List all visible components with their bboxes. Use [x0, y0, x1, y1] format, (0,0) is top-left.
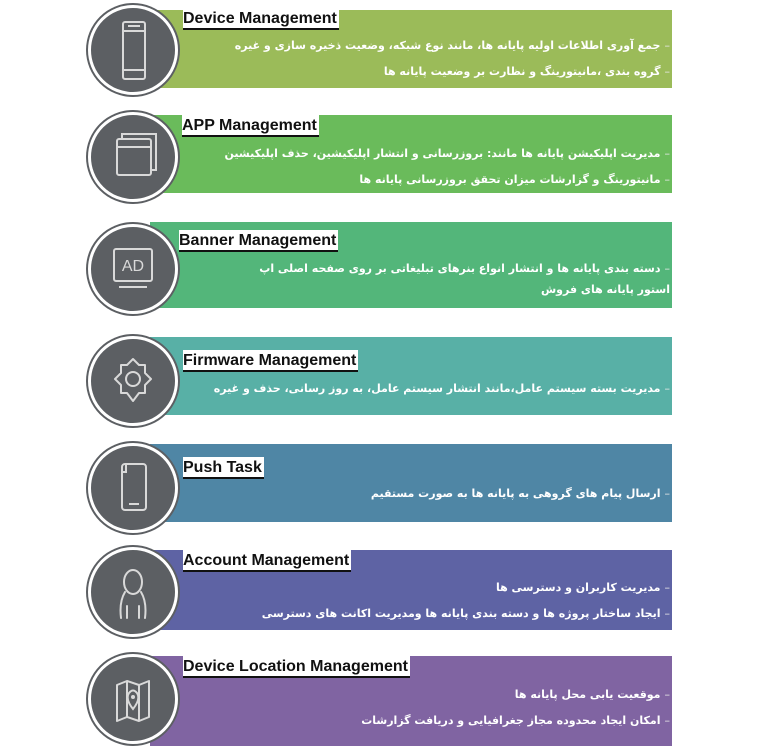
feature-row-device-location-management [0, 650, 762, 746]
feature-title-wrap [183, 550, 351, 572]
feature-title: Device Management [183, 10, 337, 27]
feature-title-wrap [179, 230, 338, 252]
bullet-item: – مدیریت بسته سیستم عامل،مانند انتشار سیستم عامل، به روز رسانی، حذف و غیره [214, 376, 670, 402]
bullet-item: – ارسال پیام های گروهی به پایانه ها به صورت مستقیم [371, 481, 670, 507]
feature-row-device-management [0, 0, 762, 100]
feature-title: Account Management [183, 552, 350, 569]
svg-text:AD: AD [121, 258, 145, 275]
feature-bullets [361, 682, 670, 734]
feature-bullets [230, 258, 670, 300]
feature-row-app-management [0, 107, 762, 207]
feature-bullets [225, 141, 670, 193]
feature-title-wrap [183, 8, 339, 30]
feature-row-firmware-management [0, 330, 762, 430]
feature-title-wrap [183, 656, 410, 678]
feature-bullets [371, 481, 670, 507]
feature-bullets [262, 575, 670, 627]
feature-title: Device Location Management [183, 658, 408, 675]
feature-title-wrap [183, 457, 264, 479]
bullet-item: – ایجاد ساختار پروژه ها و دسته بندی پایانه ها ومدیریت اکانت های دسترسی [262, 601, 670, 627]
feature-title: APP Management [182, 117, 317, 134]
ad-monitor-icon [88, 224, 178, 314]
bullet-item: – مانیتورینگ و گزارشات میزان تحقق بروزرسانی پایانه ها [225, 167, 670, 193]
bullet-item: – دسته بندی پایانه ها و انتشار انواع بنرهای تبلیغاتی بر روی صفحه اصلی اپ استور پایانه های فروش [230, 258, 670, 300]
user-icon [88, 547, 178, 637]
feature-row-push-task [0, 437, 762, 537]
feature-bullets [235, 33, 670, 85]
feature-row-banner-management [0, 214, 762, 314]
bullet-item: – موقعیت یابی محل پایانه ها [361, 682, 670, 708]
mobile-device-icon [88, 5, 178, 95]
feature-title: Banner Management [179, 232, 337, 249]
bullet-item: – مدیریت کاربران و دسترسی ها [262, 575, 670, 601]
feature-title-wrap [182, 115, 319, 137]
feature-title: Firmware Management [183, 352, 357, 369]
bullet-item: – امکان ایجاد محدوده مجاز جغرافیایی و دریافت گزارشات [361, 708, 670, 734]
feature-row-account-management [0, 543, 762, 643]
app-windows-icon [88, 112, 178, 202]
feature-title: Push Task [183, 459, 262, 476]
bullet-item: – گروه بندی ،مانیتورینگ و نظارت بر وضعیت پایانه ها [235, 59, 670, 85]
phone-icon [88, 443, 178, 533]
gear-icon [88, 336, 178, 426]
feature-title-wrap [183, 350, 358, 372]
bullet-item: – جمع آوری اطلاعات اولیه پایانه ها، مانند نوع شبکه، وضعیت ذخیره سازی و غیره [235, 33, 670, 59]
feature-bullets [214, 376, 670, 402]
map-pin-icon [88, 654, 178, 744]
bullet-item: – مدیریت اپلیکیشن پایانه ها مانند: بروزرسانی و انتشار اپلیکیشین، حذف اپلیکیشین [225, 141, 670, 167]
